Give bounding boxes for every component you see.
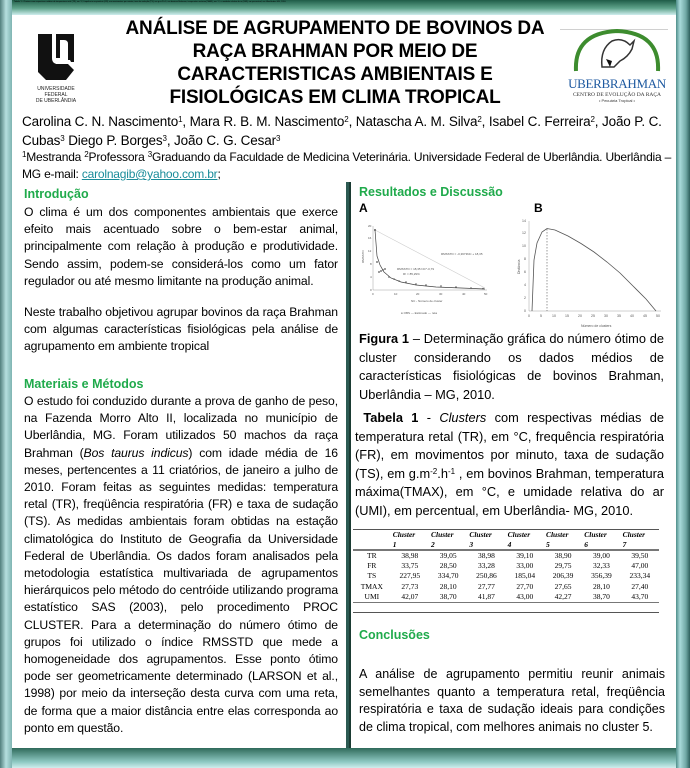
cell: 233,34 (629, 571, 651, 581)
svg-text:10: 10 (552, 314, 556, 318)
author-affil-sup: 3 (275, 134, 281, 143)
affil-text: Mestranda (26, 150, 85, 164)
poster-title (100, 17, 570, 109)
cell: 42,27 (544, 592, 582, 603)
unit-sup: -1 (447, 466, 456, 476)
col-header: Cluster (506, 530, 544, 540)
table-row (353, 571, 659, 582)
svg-text:10: 10 (522, 244, 526, 248)
author-affil-sup: 3 (162, 134, 167, 143)
svg-text:30: 30 (439, 292, 443, 296)
row-label: TS (367, 571, 377, 581)
ufu-name-line1: UNIVERSIDADE FEDERAL (37, 86, 75, 98)
affil-text: ; (217, 167, 221, 181)
col-header: Cluster (429, 530, 467, 540)
cell: 47,00 (631, 560, 649, 570)
svg-text:35: 35 (617, 314, 621, 318)
table-row (353, 592, 659, 603)
svg-text:RMSSTD: RMSSTD (361, 250, 365, 263)
cell: 33,28 (478, 560, 495, 570)
methods-heading: Materiais e Métodos (24, 377, 144, 391)
cell: 39,05 (439, 550, 457, 560)
panel-a-label: A (359, 201, 368, 215)
author: Carolina C. N. Nascimento (22, 114, 179, 129)
uberbrahman-subtitle: CENTRO DE EVOLUÇÃO DA RAÇA (573, 92, 661, 98)
col-header: Cluster (621, 530, 659, 540)
row-label: TR (367, 550, 377, 560)
svg-text:R² = 85,29%: R² = 85,29% (403, 272, 420, 276)
svg-text:RMSSTD = -0,3673NC + 18,35: RMSSTD = -0,3673NC + 18,35 (441, 252, 483, 256)
col-number: 4 (506, 540, 544, 550)
bottom-band (12, 748, 676, 768)
author-affil-sup: 2 (344, 115, 349, 124)
svg-text:Distância: Distância (517, 259, 521, 274)
ufu-logo-icon (34, 32, 78, 82)
methods-paragraph (24, 393, 338, 737)
col-header: Cluster (544, 530, 582, 540)
author: Isabel C. Ferreira (488, 114, 591, 129)
results-heading: Resultados e Discussão (359, 185, 503, 199)
svg-text:30: 30 (604, 314, 608, 318)
cell: 32,33 (592, 560, 610, 570)
table-header-row (353, 540, 659, 550)
svg-text:0: 0 (370, 288, 372, 292)
left-frame-rail (0, 0, 12, 768)
col-number: 7 (621, 540, 659, 550)
intro-paragraph-1: O clima é um dos componentes ambientais que exerce efeito mais acentuado sobre o bem-estar animal, principalmente com relação à produção e produtividade. Sendo assim, podem-se considerá-los como um fator regulador ou até mesmo limitante na produção animal. (24, 205, 338, 288)
table-caption-text: - (418, 410, 440, 425)
author-affil-sup: 3 (60, 134, 65, 143)
svg-text:20: 20 (416, 292, 420, 296)
ufu-name (26, 86, 86, 104)
table-row (353, 550, 659, 561)
svg-text:50: 50 (656, 314, 660, 318)
affil-text: Graduando da Faculdade de Medicina Veterinária. Universidade Federal de Uberlândia. Uberlândia – MG e-mail: (22, 150, 672, 181)
cell: 28,10 (592, 581, 610, 591)
svg-text:16: 16 (368, 236, 372, 240)
col-number: 6 (582, 540, 620, 550)
cell: 29,75 (554, 560, 572, 570)
author-affil-sup: 1 (178, 115, 183, 124)
table-caption-text: com respectivas médias de temperatura retal (TR), em °C, frequência respiratória (FR), em movimentos por minuto, taxa de sudação (TS), em g.m (355, 410, 664, 481)
cell: 38,70 (429, 592, 467, 603)
cell: 41,87 (467, 592, 505, 603)
affil-sup: 2 (84, 150, 89, 159)
col-number: 2 (429, 540, 467, 550)
author: Mara R. B. M. Nascimento (189, 114, 345, 129)
uberbrahman-tagline: • Pecuária Tropical • (599, 98, 635, 103)
table-row (353, 581, 659, 592)
title-line-1: ANÁLISE DE AGRUPAMENTO DE BOVINOS DA (125, 18, 545, 39)
cell: 39,00 (592, 550, 610, 560)
cell: 39,10 (516, 550, 534, 560)
cell: 27,40 (631, 581, 649, 591)
cluster-table (353, 529, 659, 603)
cell: 206,39 (552, 571, 574, 581)
svg-text:2: 2 (524, 296, 526, 300)
author: João C. G. Cesar (174, 133, 276, 148)
cell: 38,98 (478, 550, 495, 560)
col-number: 1 (391, 540, 429, 550)
cell: 227,95 (399, 571, 421, 581)
title-line-3: CARACTERISTICAS AMBIENTAIS E (177, 64, 493, 85)
ufu-logo (26, 32, 86, 104)
table-caption-text: , em bovinos Brahman, temperatura máxima(TMAX), em °C, e umidade relativa do ar (UMI), em percentual, em Uberlândia- MG, 2010. (355, 465, 664, 518)
col-header: Cluster (582, 530, 620, 540)
row-label: TMAX (360, 581, 383, 591)
table-caption-italic: Clusters (439, 410, 487, 425)
svg-text:40: 40 (462, 292, 466, 296)
cell: 43,00 (506, 592, 544, 603)
cell: 185,04 (514, 571, 536, 581)
svg-text:12: 12 (368, 249, 372, 253)
cell: 38,90 (554, 550, 572, 560)
author: Natascha A. M. Silva (355, 114, 478, 129)
cell: 43,70 (621, 592, 659, 603)
cell: 27,65 (554, 581, 572, 591)
cell: 33,75 (401, 560, 419, 570)
uberbrahman-logo (562, 27, 672, 113)
intro-heading: Introdução (24, 187, 89, 201)
methods-text: O estudo foi conduzido durante a prova de ganho de peso, na Fazenda Morro Alto II, localizada no município de Uberlândia, MG. Foram utilizados 50 machos da raça Brahman ( (24, 394, 338, 460)
svg-text:4: 4 (370, 275, 372, 279)
affil-sup: 1 (22, 150, 27, 159)
unit-sup: -2 (430, 466, 438, 476)
title-line-2: RAÇA BRAHMAN POR MEIO DE (192, 41, 478, 62)
row-label: UMI (353, 592, 391, 603)
table-label: Tabela 1 (363, 410, 419, 425)
svg-text:8: 8 (370, 262, 372, 266)
author-affil-sup: 2 (477, 115, 482, 124)
cell: 42,07 (391, 592, 429, 603)
conclusions-paragraph: A análise de agrupamento permitiu reunir animais semelhantes quanto a temperatura retal, freqüência respiratória e taxa de sudação ideais para condições de clima tropical, com melhores animais no cluster 5. (359, 667, 665, 734)
cell: 356,39 (591, 571, 612, 581)
cell: 39,50 (631, 550, 649, 560)
svg-text:6: 6 (524, 270, 526, 274)
affiliations (22, 149, 672, 183)
col-header: Cluster (467, 530, 505, 540)
cell: 38,70 (582, 592, 620, 603)
top-band (12, 0, 676, 15)
chart-b-distance (511, 215, 671, 333)
col-number: 5 (544, 540, 582, 550)
cell: 27,73 (401, 581, 419, 591)
svg-text:20: 20 (578, 314, 582, 318)
author-list: Carolina C. N. Nascimento$^1$, Mara R. B. M. Nascimento$^2$, Natascha A. M. Silva$^2$, Isabel C. Ferreira$^2$, João P. C. Cubas$^3$ Diego P. Borges$^3$, João C. G. Cesar$^3$ (22, 114, 662, 148)
svg-text:14: 14 (522, 219, 526, 223)
conclusions-heading: Conclusões (359, 628, 430, 642)
svg-text:25: 25 (591, 314, 595, 318)
svg-text:8: 8 (524, 257, 526, 261)
figure-label: Figura 1 (359, 331, 410, 346)
svg-text:40: 40 (630, 314, 634, 318)
row-label: FR (367, 560, 377, 570)
email-link[interactable]: carolnagib@yahoo.com.br (81, 167, 218, 181)
author: João P. C. Cubas (22, 114, 662, 148)
species-name: Bos taurus indicus (83, 445, 189, 460)
svg-text:15: 15 (565, 314, 569, 318)
affil-text: Professora (88, 150, 148, 164)
svg-text:10: 10 (394, 292, 398, 296)
cell: 33,00 (516, 560, 534, 570)
col-number: 3 (467, 540, 505, 550)
svg-text:12: 12 (522, 231, 526, 235)
svg-text:45: 45 (643, 314, 647, 318)
affil-sup: 3 (147, 150, 152, 159)
svg-text:4: 4 (524, 283, 526, 287)
intro-paragraph-2: Neste trabalho objetivou agrupar bovinos da raça Brahman com algumas características fisiológicas pela análise de agrupamento em ambiente tropical (24, 305, 338, 354)
table-header-row (353, 530, 659, 540)
table-caption (355, 409, 664, 520)
cell: 38,98 (401, 550, 419, 560)
svg-text:50: 50 (484, 292, 488, 296)
left-column (12, 182, 349, 748)
header-corner (353, 540, 391, 550)
svg-text:NC - Número de cluster: NC - Número de cluster (411, 299, 443, 303)
author-affil-sup: 2 (590, 115, 595, 124)
svg-text:5: 5 (540, 314, 542, 318)
header-corner (353, 530, 391, 540)
table-rule (353, 612, 659, 613)
poster-header (12, 15, 676, 113)
svg-text:0: 0 (524, 309, 526, 313)
svg-text:RMSSTD = 18,35 NC^-0,79: RMSSTD = 18,35 NC^-0,79 (397, 267, 435, 271)
cell: 27,77 (478, 581, 495, 591)
figure-caption (359, 330, 664, 404)
uberbrahman-logo-icon (562, 27, 672, 73)
right-column (349, 182, 676, 748)
methods-text: ) com idade média de 16 meses, pertencentes a 11 criatórios, de janeiro a julho de 2010. Foram feitas as seguintes medidas: temperatura retal (TR), freqüência respiratória (FR) e taxa de sudação (TS). As medidas ambientais foram obtidas na estação climatológica do Instituto de Geografia da Universidade Federal de Uberlândia. Os dados foram analisados pela metodologia estatística multivariada de agrupamentos hierárquicos pelo método do centróide utilizando programa estatístico SAS (2003), pelo procedimento PROC CLUSTER. Para a determinação do número ótimo de grupos foi utilizado o índice RMSSTD que mede a homogeneidade dos agrupamentos. Esse ponto ótimo pode ser geometricamente determinado (LARSON et al., 1998) por meio da interseção desta curva com uma reta, de forma que a maior distância entre elas corresponda ao ponto em questão. (24, 445, 338, 735)
cell: 28,50 (439, 560, 457, 570)
svg-text:Número de clusters: Número de clusters (581, 324, 612, 328)
table-caption-text: .h (437, 465, 448, 481)
svg-text:0: 0 (528, 314, 530, 318)
panel-b-label: B (534, 201, 543, 215)
cell: 27,70 (516, 581, 534, 591)
svg-text:0: 0 (372, 292, 374, 296)
figure-caption-text: – Determinação gráfica do número ótimo de cluster considerando os dados médios de características fisiológicas de bovinos Brahman, Uberlândia – MG, 2010. (359, 331, 664, 402)
col-header: Cluster (391, 530, 429, 540)
author: Diego P. Borges (68, 133, 163, 148)
cell: 334,70 (437, 571, 459, 581)
top-band-text: Tabela 1 - Clusters com respectivas médias de temperatura retal (TR), em °C, frequência respiratória (FR), em movimentos por minuto, taxa de sudação (TS), em g.m-2.h-1, em bovinos Brahman, temperatura máxima(TMAX), em °C, e umidade relativa do ar (UMI), em percentual, em Uberlândia- MG, 2010. (14, 1, 287, 3)
table-row (353, 560, 659, 571)
uberbrahman-name: UBERBRAHMAN (568, 76, 666, 91)
chart-a-rmsstd (361, 220, 496, 320)
cell: 250,86 (476, 571, 497, 581)
cell: 28,10 (439, 581, 457, 591)
ufu-name-line2: DE UBERLÂNDIA (35, 98, 77, 104)
svg-text:● OBS — Estimado — reta: ● OBS — Estimado — reta (401, 311, 437, 315)
svg-text:20: 20 (368, 224, 372, 228)
title-line-4: FISIOLÓGICAS EM CLIMA TROPICAL (169, 87, 501, 108)
